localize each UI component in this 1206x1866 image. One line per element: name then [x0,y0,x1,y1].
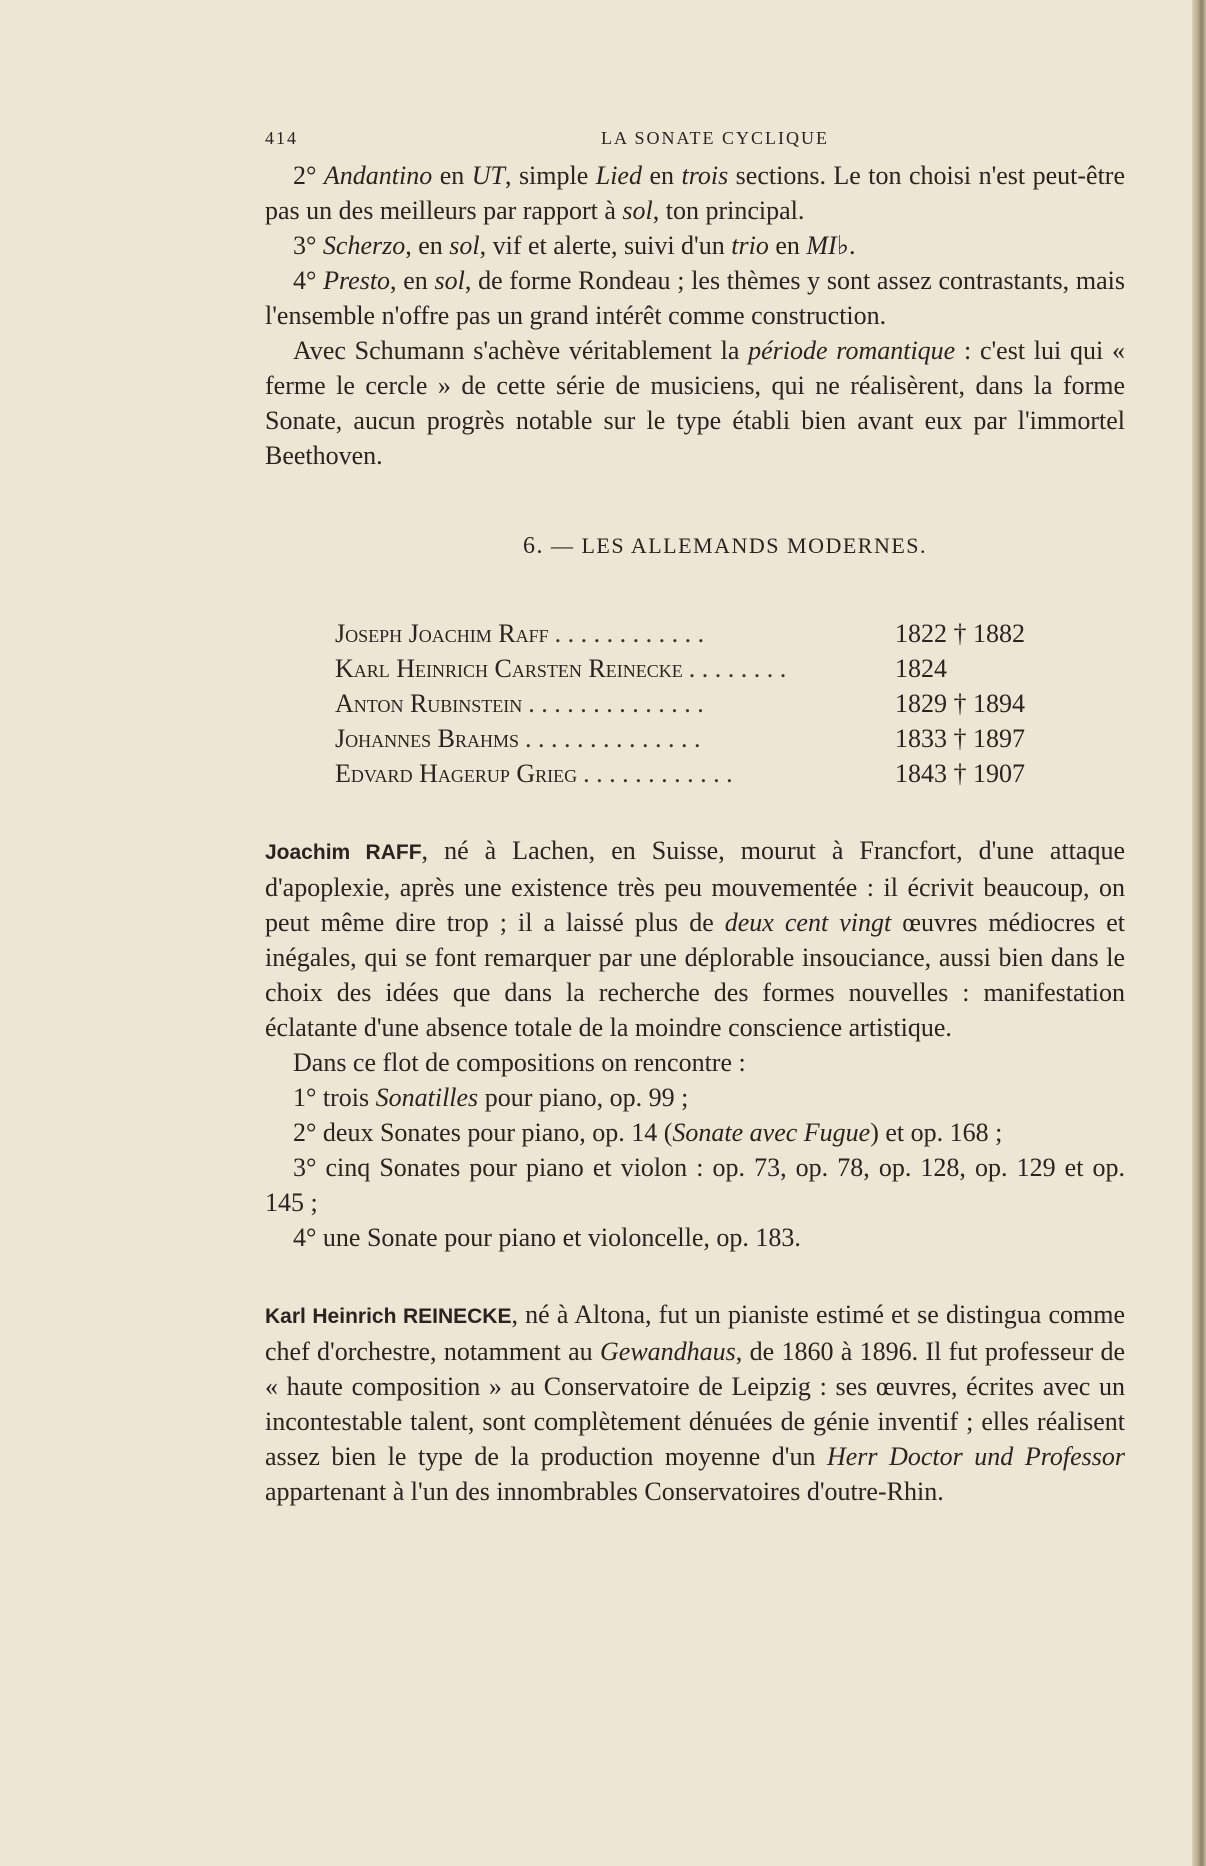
text-run: période romantique [748,336,956,365]
composer-row [335,686,1055,721]
paragraph-raff-intro: Dans ce flot de compositions on rencontre : [293,1048,746,1077]
text-run: sol [622,196,653,225]
section-dash: — [550,533,575,558]
composer-row [335,756,1055,791]
text-run: sol [449,231,480,260]
paragraph-raff-bio [265,833,1125,1045]
paragraph-presto [265,263,1125,333]
text-run: , de forme Rondeau ; les thèmes y sont assez contrastants, mais l'ensemble n'offre pas un grand intérêt comme construction. [265,266,1125,330]
bio-name: Joachim RAFF [265,841,422,864]
text-run: , de 1860 à 1896. Il fut professeur de « haute composition » au Conservatoire de Leipzig : ses œuvres, écrites avec un incontestable talent, sont complètement dénuées de génie inventif ; elles réalisent assez bien le type de la production moyenne d'un [265,1337,1125,1471]
list-item: 3° cinq Sonates pour piano et violon : op. 73, op. 78, op. 128, op. 129 et op. 145 ; [265,1153,1125,1217]
text-run: UT [471,161,505,190]
section-number: 6. [522,533,544,559]
composer-row [335,651,1055,686]
text-run: deux cent vingt [724,908,892,937]
text-run: , né à Lachen, en Suisse, mourut à Francfort, d'une attaque d'apoplexie, après une existence très peu mouvementée : il écrivit beaucoup, on peut même dire trop ; il a laissé plus de [265,836,1125,937]
text-run: en [432,161,472,190]
text-run: . [848,231,856,260]
list-item: 4° une Sonate pour piano et violoncelle, op. 183. [293,1223,801,1252]
leader-dots: . . . . . . . . . . . . . . [528,689,704,718]
text-run: Presto [323,266,391,295]
text-run: Avec Schumann s'achève véritablement la [293,336,749,365]
raff-section [265,833,1125,1255]
text-run: Scherzo [322,231,406,260]
page-content [265,128,1125,1509]
text-run: 1° trois [293,1083,376,1112]
text-run: Andantino [323,161,433,190]
text-run: , vif et alerte, suivi d'un [479,231,732,260]
paragraph-schumann [265,333,1125,473]
list-item [265,1115,1125,1150]
page-number: 414 [265,128,298,148]
leader-dots: . . . . . . . . [688,654,787,683]
paragraph-scherzo [265,228,1125,263]
composer-name: Anton Rubinstein [335,689,523,718]
text-run: ) et op. 168 ; [870,1118,1003,1147]
text-run: trois [681,161,729,190]
text-run: 4° [293,266,324,295]
text-run: , né à Altona, fut un pianiste estimé et se distingua comme chef d'orchestre, notamment au [265,1300,1125,1366]
text-run: , en [390,266,435,295]
text-run: en [768,231,807,260]
text-run: pour piano, op. 99 ; [478,1083,689,1112]
text-run: Gewandhaus [600,1337,736,1366]
text-run: 2° deux Sonates pour piano, op. 14 ( [293,1118,673,1147]
section-heading [265,533,1125,560]
list-item [265,1080,1125,1115]
composer-name: Johannes Brahms [335,724,519,753]
composer-dates: 1822 † 1882 [895,619,1025,648]
composer-row [335,721,1055,756]
text-run: trio [731,231,769,260]
text-run: , en [405,231,450,260]
text-run: Sonate avec Fugue [672,1118,871,1147]
bio-name: Karl Heinrich REINECKE [265,1305,512,1328]
text-run: 2° [293,161,324,190]
composer-name: Joseph Joachim Raff [335,619,549,648]
text-run: , simple [504,161,596,190]
text-run: sol [434,266,465,295]
text-run: en [641,161,682,190]
composer-dates: 1843 † 1907 [895,759,1025,788]
paragraph-reinecke-bio [265,1297,1125,1509]
running-title: LA SONATE CYCLIQUE [601,128,829,148]
composer-dates: 1833 † 1897 [895,724,1025,753]
paragraph-andantino [265,158,1125,228]
text-run: Sonatilles [375,1083,479,1112]
section-title: LES ALLEMANDS MODERNES. [581,533,928,558]
leader-dots: . . . . . . . . . . . . [554,619,705,648]
text-run: , ton principal. [652,196,805,225]
text-run: MI♭ [806,231,849,260]
page-edge [1192,0,1206,1866]
composer-dates: 1824 [895,654,947,683]
composer-row [335,616,1055,651]
text-run: Herr Doctor und Professor [826,1442,1125,1471]
composer-name: Edvard Hagerup Grieg [335,759,578,788]
text-run: sections. Le ton choisi n'est peut-être pas un des meilleurs par rapport à [265,161,1126,225]
composer-name: Karl Heinrich Carsten Reinecke [335,654,683,683]
running-head [265,128,1125,158]
text-run: appartenant à l'un des innombrables Conservatoires d'outre-Rhin. [265,1477,944,1506]
composer-list [335,616,1055,791]
reinecke-section [265,1297,1125,1509]
text-run: : c'est lui qui « ferme le cercle » de cette série de musiciens, qui ne réalisèrent, dans la forme Sonate, aucun progrès notable sur le type établi bien avant eux par l'immortel Beethoven. [265,336,1125,470]
leader-dots: . . . . . . . . . . . . [583,759,733,788]
text-run: œuvres médiocres et inégales, qui se font remarquer par une déplorable insouciance, aussi bien dans le choix des idées que dans la recherche des formes nouvelles : manifestation éclatante d'une absence totale de la moindre conscience artistique. [265,908,1125,1042]
leader-dots: . . . . . . . . . . . . . . [524,724,701,753]
text-run: 3° [293,231,323,260]
composer-dates: 1829 † 1894 [895,689,1025,718]
text-run: Lied [595,161,642,190]
